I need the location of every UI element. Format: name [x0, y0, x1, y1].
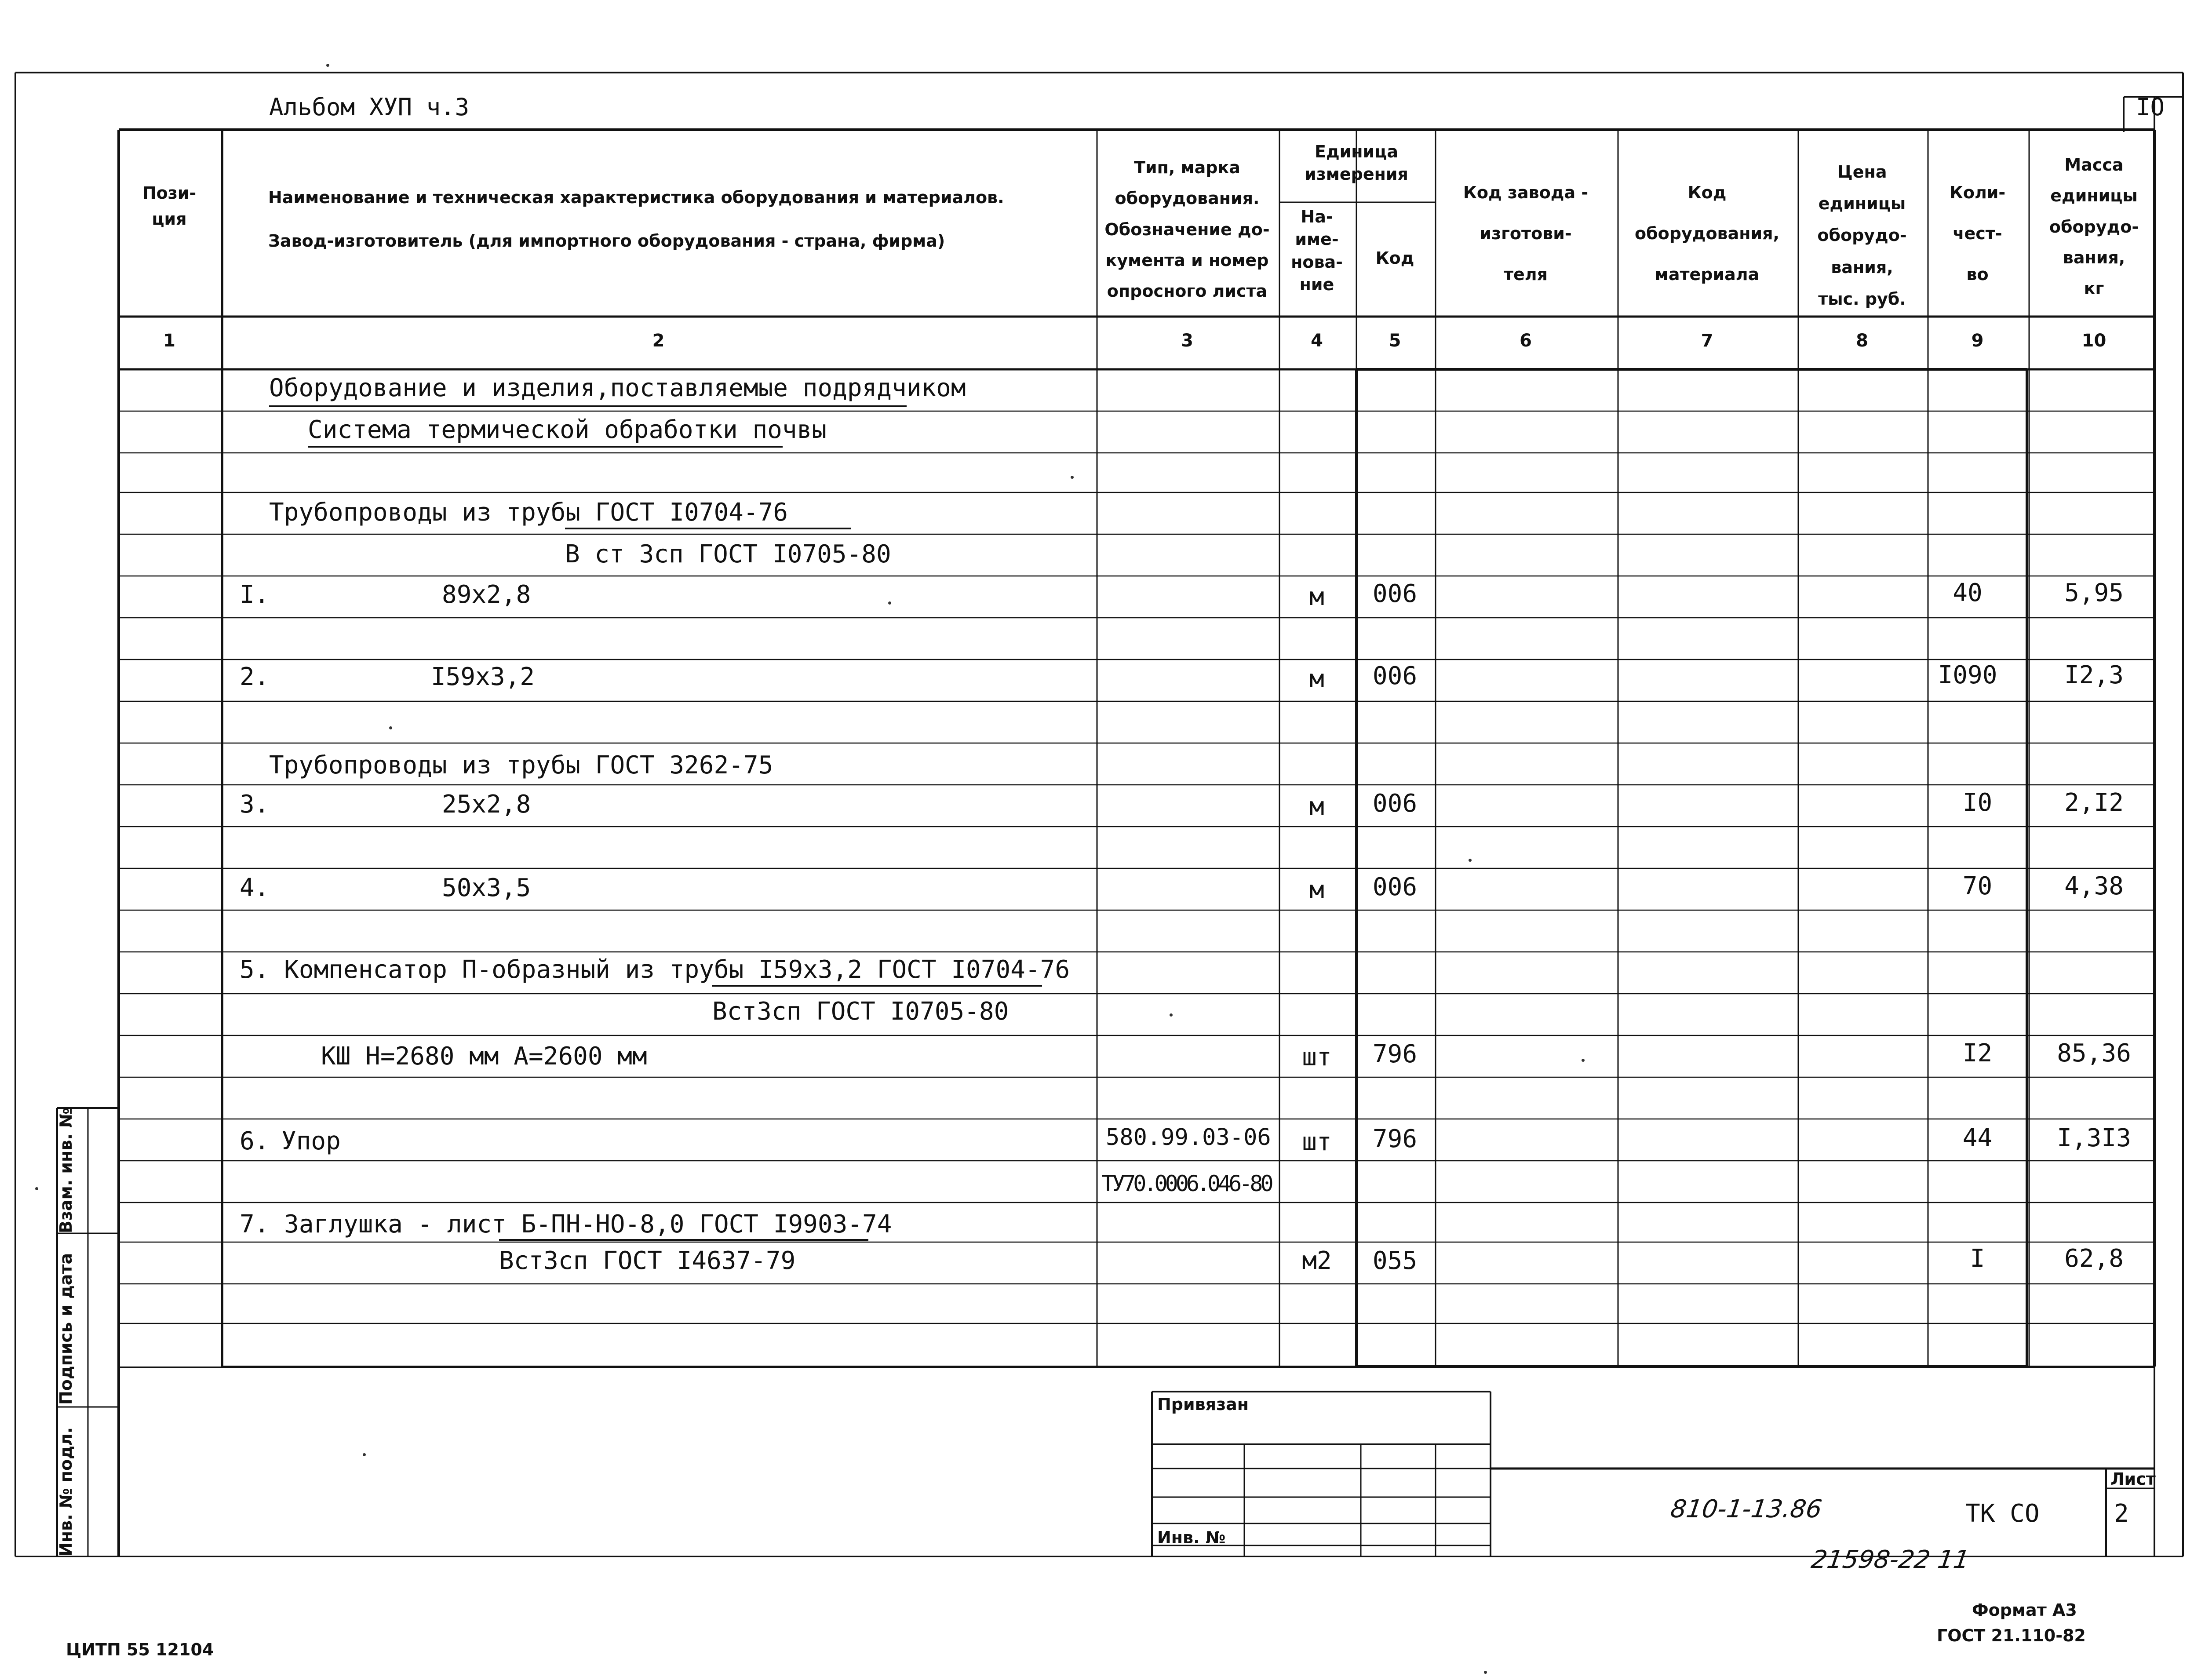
row2-code: 006 [1372, 662, 1418, 690]
speck [1170, 1013, 1173, 1017]
compensator-steel-grade: Вст3сп ГОСТ I0705-80 [712, 997, 1009, 1026]
row5-code: 796 [1372, 1040, 1418, 1068]
footer-standard: ГОСТ 21.110-82 [1937, 1626, 2086, 1645]
side-label-replacement-inv: Взам. инв. № [56, 1108, 76, 1233]
row7-code: 055 [1372, 1246, 1418, 1275]
row1-code: 006 [1372, 579, 1418, 608]
stamp-doc-code: 810-1-13.86 [1669, 1495, 1824, 1523]
row5-mass: 85,36 [2057, 1039, 2131, 1068]
footer-publisher: ЦИТП 55 12104 [66, 1640, 214, 1659]
row4-qty: 70 [1962, 872, 1993, 900]
row6-code: 796 [1372, 1125, 1418, 1153]
stamp-sheet-number: 2 [2114, 1499, 2129, 1528]
row2-mass: I2,3 [2064, 661, 2124, 689]
section-heading-contractor: Оборудование и изделия,поставляемые подрядчиком [269, 374, 966, 402]
col3-number: 3 [1181, 331, 1193, 351]
stamp-privyazan: Привязан [1157, 1395, 1249, 1414]
row7-name: Вст3сп ГОСТ I4637-79 [499, 1246, 796, 1275]
col8-header: Цена единицы оборудо- вания, тыс. руб. [1817, 162, 1907, 309]
row2-qty: I090 [1938, 661, 1997, 689]
col2-number: 2 [652, 331, 665, 351]
pipeline-heading-1: Трубопроводы из трубы ГОСТ I0704-76 [269, 498, 788, 527]
speck [326, 64, 329, 67]
row5-qty: I2 [1962, 1039, 1993, 1068]
compensator-underline [712, 985, 1042, 987]
speck [1582, 1059, 1585, 1062]
section-heading-underline [269, 405, 907, 407]
col5-header: Код [1375, 248, 1414, 268]
page-number: IO [2136, 93, 2165, 121]
row4-mass: 4,38 [2064, 872, 2124, 900]
row4-code: 006 [1372, 873, 1418, 901]
pipeline-heading-1-underline [565, 528, 851, 529]
col4-number: 4 [1311, 331, 1323, 351]
row7-qty: I [1970, 1244, 1985, 1273]
col2-header: Наименование и техническая характеристика оборудования и материалов. Завод-изготовитель (для импортного оборудования - страна, фирма) [268, 188, 1004, 251]
col6-number: 6 [1520, 331, 1532, 351]
footer-format: Формат А3 [1972, 1600, 2077, 1620]
row3-qty: I0 [1962, 788, 1993, 817]
col3-header: Тип, марка оборудования. Обозначение до- кумента и номер опросного листа [1104, 158, 1270, 301]
col10-header: Масса единицы оборудо- вания, кг [2049, 155, 2139, 299]
col9-number: 9 [1971, 331, 1984, 351]
row1-name: 89х2,8 [442, 580, 531, 609]
row6-qty: 44 [1962, 1124, 1993, 1152]
row1-qty: 40 [1953, 579, 1983, 607]
row3-mass: 2,I2 [2064, 788, 2124, 817]
row4-unit: м [1309, 876, 1324, 904]
col10-number: 10 [2081, 331, 2107, 351]
row1-unit: м [1309, 583, 1324, 611]
row7-mass: 62,8 [2064, 1244, 2124, 1273]
pipeline-steel-grade-1: В ст 3сп ГОСТ I0705-80 [565, 540, 891, 569]
speck [888, 601, 891, 605]
row3-code: 006 [1372, 789, 1418, 818]
col1-header: Пози- ция [142, 183, 197, 229]
col8-number: 8 [1856, 331, 1868, 351]
speck [1484, 1671, 1487, 1674]
row5-name: КШ Н=2680 мм А=2600 мм [321, 1042, 647, 1071]
col4-header: На- име- нова- ние [1291, 207, 1343, 294]
side-label-signature-date: Подпись и дата [56, 1253, 76, 1405]
plug-underline [499, 1239, 868, 1241]
row6-type: 580.99.03-06 [1106, 1124, 1271, 1151]
system-heading-underline [308, 446, 783, 448]
compensator-heading: 5. Компенсатор П-образный из трубы I59х3,2 ГОСТ I0704-76 [240, 955, 1070, 984]
col1-number: 1 [163, 331, 175, 351]
speck [35, 1187, 38, 1190]
col6-header: Код завода - изготови- теля [1463, 183, 1589, 284]
row3-unit: м [1309, 792, 1324, 821]
stamp-sheet-code: ТК СО [1965, 1499, 2040, 1528]
row2-name: I59х3,2 [431, 663, 535, 691]
row6-pos: 6. [240, 1127, 270, 1155]
row6-mass: I,3I3 [2057, 1124, 2131, 1152]
row4-pos: 4. [240, 874, 270, 902]
row6-name: Упор [281, 1127, 341, 1155]
row1-mass: 5,95 [2064, 579, 2124, 607]
side-label-original-inv: Инв. № подл. [56, 1427, 76, 1556]
stamp-sheet-label: Лист [2110, 1469, 2156, 1489]
speck [389, 726, 392, 729]
speck [1071, 476, 1074, 479]
col7-number: 7 [1701, 331, 1713, 351]
row6-type-tu: ТУ70.0006.046-80 [1101, 1171, 1271, 1196]
archive-number: 21598-22 11 [1809, 1545, 1972, 1574]
stamp-inv-no: Инв. № [1157, 1528, 1226, 1547]
col9-header: Коли- чест- во [1949, 183, 2006, 284]
pipeline-heading-2: Трубопроводы из трубы ГОСТ 3262-75 [269, 751, 773, 780]
row2-unit: м [1309, 665, 1324, 693]
album-title: Альбом ХУП ч.3 [269, 93, 470, 121]
row4-name: 50х3,5 [442, 874, 531, 902]
row6-unit: шт [1302, 1128, 1332, 1156]
row1-pos: I. [240, 580, 270, 609]
speck [1469, 859, 1472, 862]
row7-unit: м2 [1302, 1246, 1332, 1275]
plug-heading: 7. Заглушка - лист Б-ПН-НО-8,0 ГОСТ I9903-74 [240, 1210, 892, 1239]
row5-unit: шт [1302, 1043, 1332, 1071]
col5-number: 5 [1389, 331, 1401, 351]
speck [363, 1453, 366, 1456]
unit-group-header: Единица измерения [1305, 142, 1408, 184]
row3-name: 25х2,8 [442, 790, 531, 819]
row2-pos: 2. [240, 663, 270, 691]
system-heading: Система термической обработки почвы [308, 415, 827, 444]
col7-header: Код оборудования, материала [1635, 183, 1779, 284]
row3-pos: 3. [240, 790, 270, 819]
